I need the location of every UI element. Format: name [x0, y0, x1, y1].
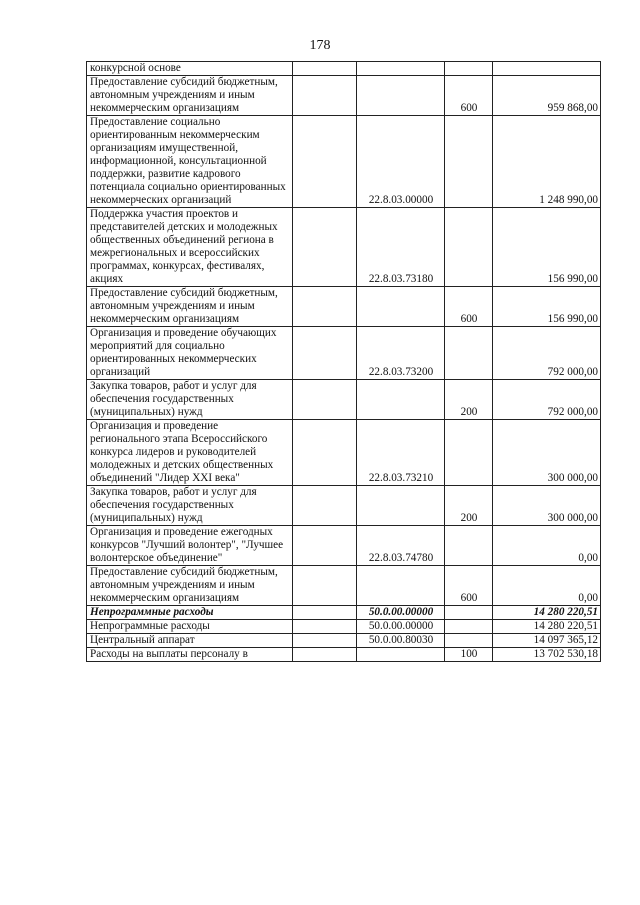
- row-vr-cell: [445, 62, 493, 76]
- row-code-cell: [357, 648, 445, 662]
- row-name-cell: Организация и проведение ежегодных конкурсов "Лучший волонтер", "Лучшее волонтерское объединение": [87, 526, 293, 566]
- table-row: [87, 287, 601, 327]
- row-code-cell: 22.8.03.73200: [357, 327, 445, 380]
- row-name-cell: Расходы на выплаты персоналу в: [87, 648, 293, 662]
- row-vr-cell: 200: [445, 380, 493, 420]
- table-row: [87, 76, 601, 116]
- table-row: [87, 116, 601, 208]
- row-vr-cell: [445, 116, 493, 208]
- row-vr-cell: 600: [445, 76, 493, 116]
- row-sum-cell: 14 280 220,51: [493, 620, 601, 634]
- row-empty-cell: [293, 486, 357, 526]
- row-empty-cell: [293, 208, 357, 287]
- row-empty-cell: [293, 327, 357, 380]
- row-sum-cell: 13 702 530,18: [493, 648, 601, 662]
- row-sum-cell: 792 000,00: [493, 380, 601, 420]
- row-vr-cell: [445, 620, 493, 634]
- row-name-cell: конкурсной основе: [87, 62, 293, 76]
- row-code-cell: [357, 486, 445, 526]
- row-name-cell: Предоставление социально ориентированным некоммерческим организациям имущественной, информационной, консультационной поддержки, развитие кадрового потенциала социально ориентированных некоммерческих организаций: [87, 116, 293, 208]
- row-sum-cell: 156 990,00: [493, 287, 601, 327]
- row-name-cell: Поддержка участия проектов и представителей детских и молодежных общественных объединений региона в межрегиональных и всероссийских программах, конкурсах, фестивалях, акциях: [87, 208, 293, 287]
- row-vr-cell: [445, 526, 493, 566]
- table-row: [87, 380, 601, 420]
- row-vr-cell: [445, 634, 493, 648]
- row-empty-cell: [293, 648, 357, 662]
- row-empty-cell: [293, 566, 357, 606]
- row-code-cell: 50.0.00.00000: [357, 620, 445, 634]
- row-vr-cell: [445, 327, 493, 380]
- table-row: [87, 648, 601, 662]
- row-code-cell: 22.8.03.73180: [357, 208, 445, 287]
- row-sum-cell: 1 248 990,00: [493, 116, 601, 208]
- table-row: [87, 606, 601, 620]
- row-empty-cell: [293, 116, 357, 208]
- budget-table: [86, 61, 601, 662]
- row-vr-cell: 600: [445, 287, 493, 327]
- table-row: [87, 420, 601, 486]
- table-row: [87, 620, 601, 634]
- row-empty-cell: [293, 620, 357, 634]
- row-name-cell: Предоставление субсидий бюджетным, автономным учреждениям и иным некоммерческим организациям: [87, 287, 293, 327]
- table-row: [87, 62, 601, 76]
- row-name-cell: Организация и проведение обучающих мероприятий для социально ориентированных некоммерческих организаций: [87, 327, 293, 380]
- row-sum-cell: 0,00: [493, 526, 601, 566]
- table-row: [87, 208, 601, 287]
- row-sum-cell: 14 097 365,12: [493, 634, 601, 648]
- row-empty-cell: [293, 76, 357, 116]
- table-row: [87, 526, 601, 566]
- row-name-cell: Непрограммные расходы: [87, 620, 293, 634]
- row-code-cell: [357, 62, 445, 76]
- row-vr-cell: [445, 208, 493, 287]
- budget-table-body: [87, 62, 601, 662]
- row-code-cell: 50.0.00.80030: [357, 634, 445, 648]
- row-empty-cell: [293, 420, 357, 486]
- row-code-cell: [357, 287, 445, 327]
- row-sum-cell: 792 000,00: [493, 327, 601, 380]
- row-name-cell: Закупка товаров, работ и услуг для обеспечения государственных (муниципальных) нужд: [87, 486, 293, 526]
- row-empty-cell: [293, 287, 357, 327]
- row-name-cell: Предоставление субсидий бюджетным, автономным учреждениям и иным некоммерческим организациям: [87, 566, 293, 606]
- row-code-cell: 22.8.03.00000: [357, 116, 445, 208]
- row-sum-cell: [493, 62, 601, 76]
- row-sum-cell: 0,00: [493, 566, 601, 606]
- row-empty-cell: [293, 634, 357, 648]
- row-name-cell: Закупка товаров, работ и услуг для обеспечения государственных (муниципальных) нужд: [87, 380, 293, 420]
- row-code-cell: 22.8.03.73210: [357, 420, 445, 486]
- row-name-cell: Организация и проведение регионального этапа Всероссийского конкурса лидеров и руководителей молодежных и детских общественных объединений "Лидер XXI века": [87, 420, 293, 486]
- row-sum-cell: 300 000,00: [493, 486, 601, 526]
- row-empty-cell: [293, 606, 357, 620]
- row-sum-cell: 156 990,00: [493, 208, 601, 287]
- row-empty-cell: [293, 526, 357, 566]
- table-row: [87, 566, 601, 606]
- row-code-cell: [357, 380, 445, 420]
- row-vr-cell: [445, 420, 493, 486]
- row-code-cell: 22.8.03.74780: [357, 526, 445, 566]
- row-sum-cell: 300 000,00: [493, 420, 601, 486]
- row-vr-cell: 600: [445, 566, 493, 606]
- table-row: [87, 486, 601, 526]
- row-name-cell: Предоставление субсидий бюджетным, автономным учреждениям и иным некоммерческим организациям: [87, 76, 293, 116]
- row-code-cell: 50.0.00.00000: [357, 606, 445, 620]
- row-name-cell: Непрограммные расходы: [87, 606, 293, 620]
- row-name-cell: Центральный аппарат: [87, 634, 293, 648]
- table-row: [87, 327, 601, 380]
- row-code-cell: [357, 76, 445, 116]
- row-sum-cell: 959 868,00: [493, 76, 601, 116]
- row-empty-cell: [293, 380, 357, 420]
- row-vr-cell: [445, 606, 493, 620]
- table-row: [87, 634, 601, 648]
- page-number: 178: [309, 38, 331, 53]
- row-code-cell: [357, 566, 445, 606]
- row-vr-cell: 100: [445, 648, 493, 662]
- row-empty-cell: [293, 62, 357, 76]
- row-sum-cell: 14 280 220,51: [493, 606, 601, 620]
- row-vr-cell: 200: [445, 486, 493, 526]
